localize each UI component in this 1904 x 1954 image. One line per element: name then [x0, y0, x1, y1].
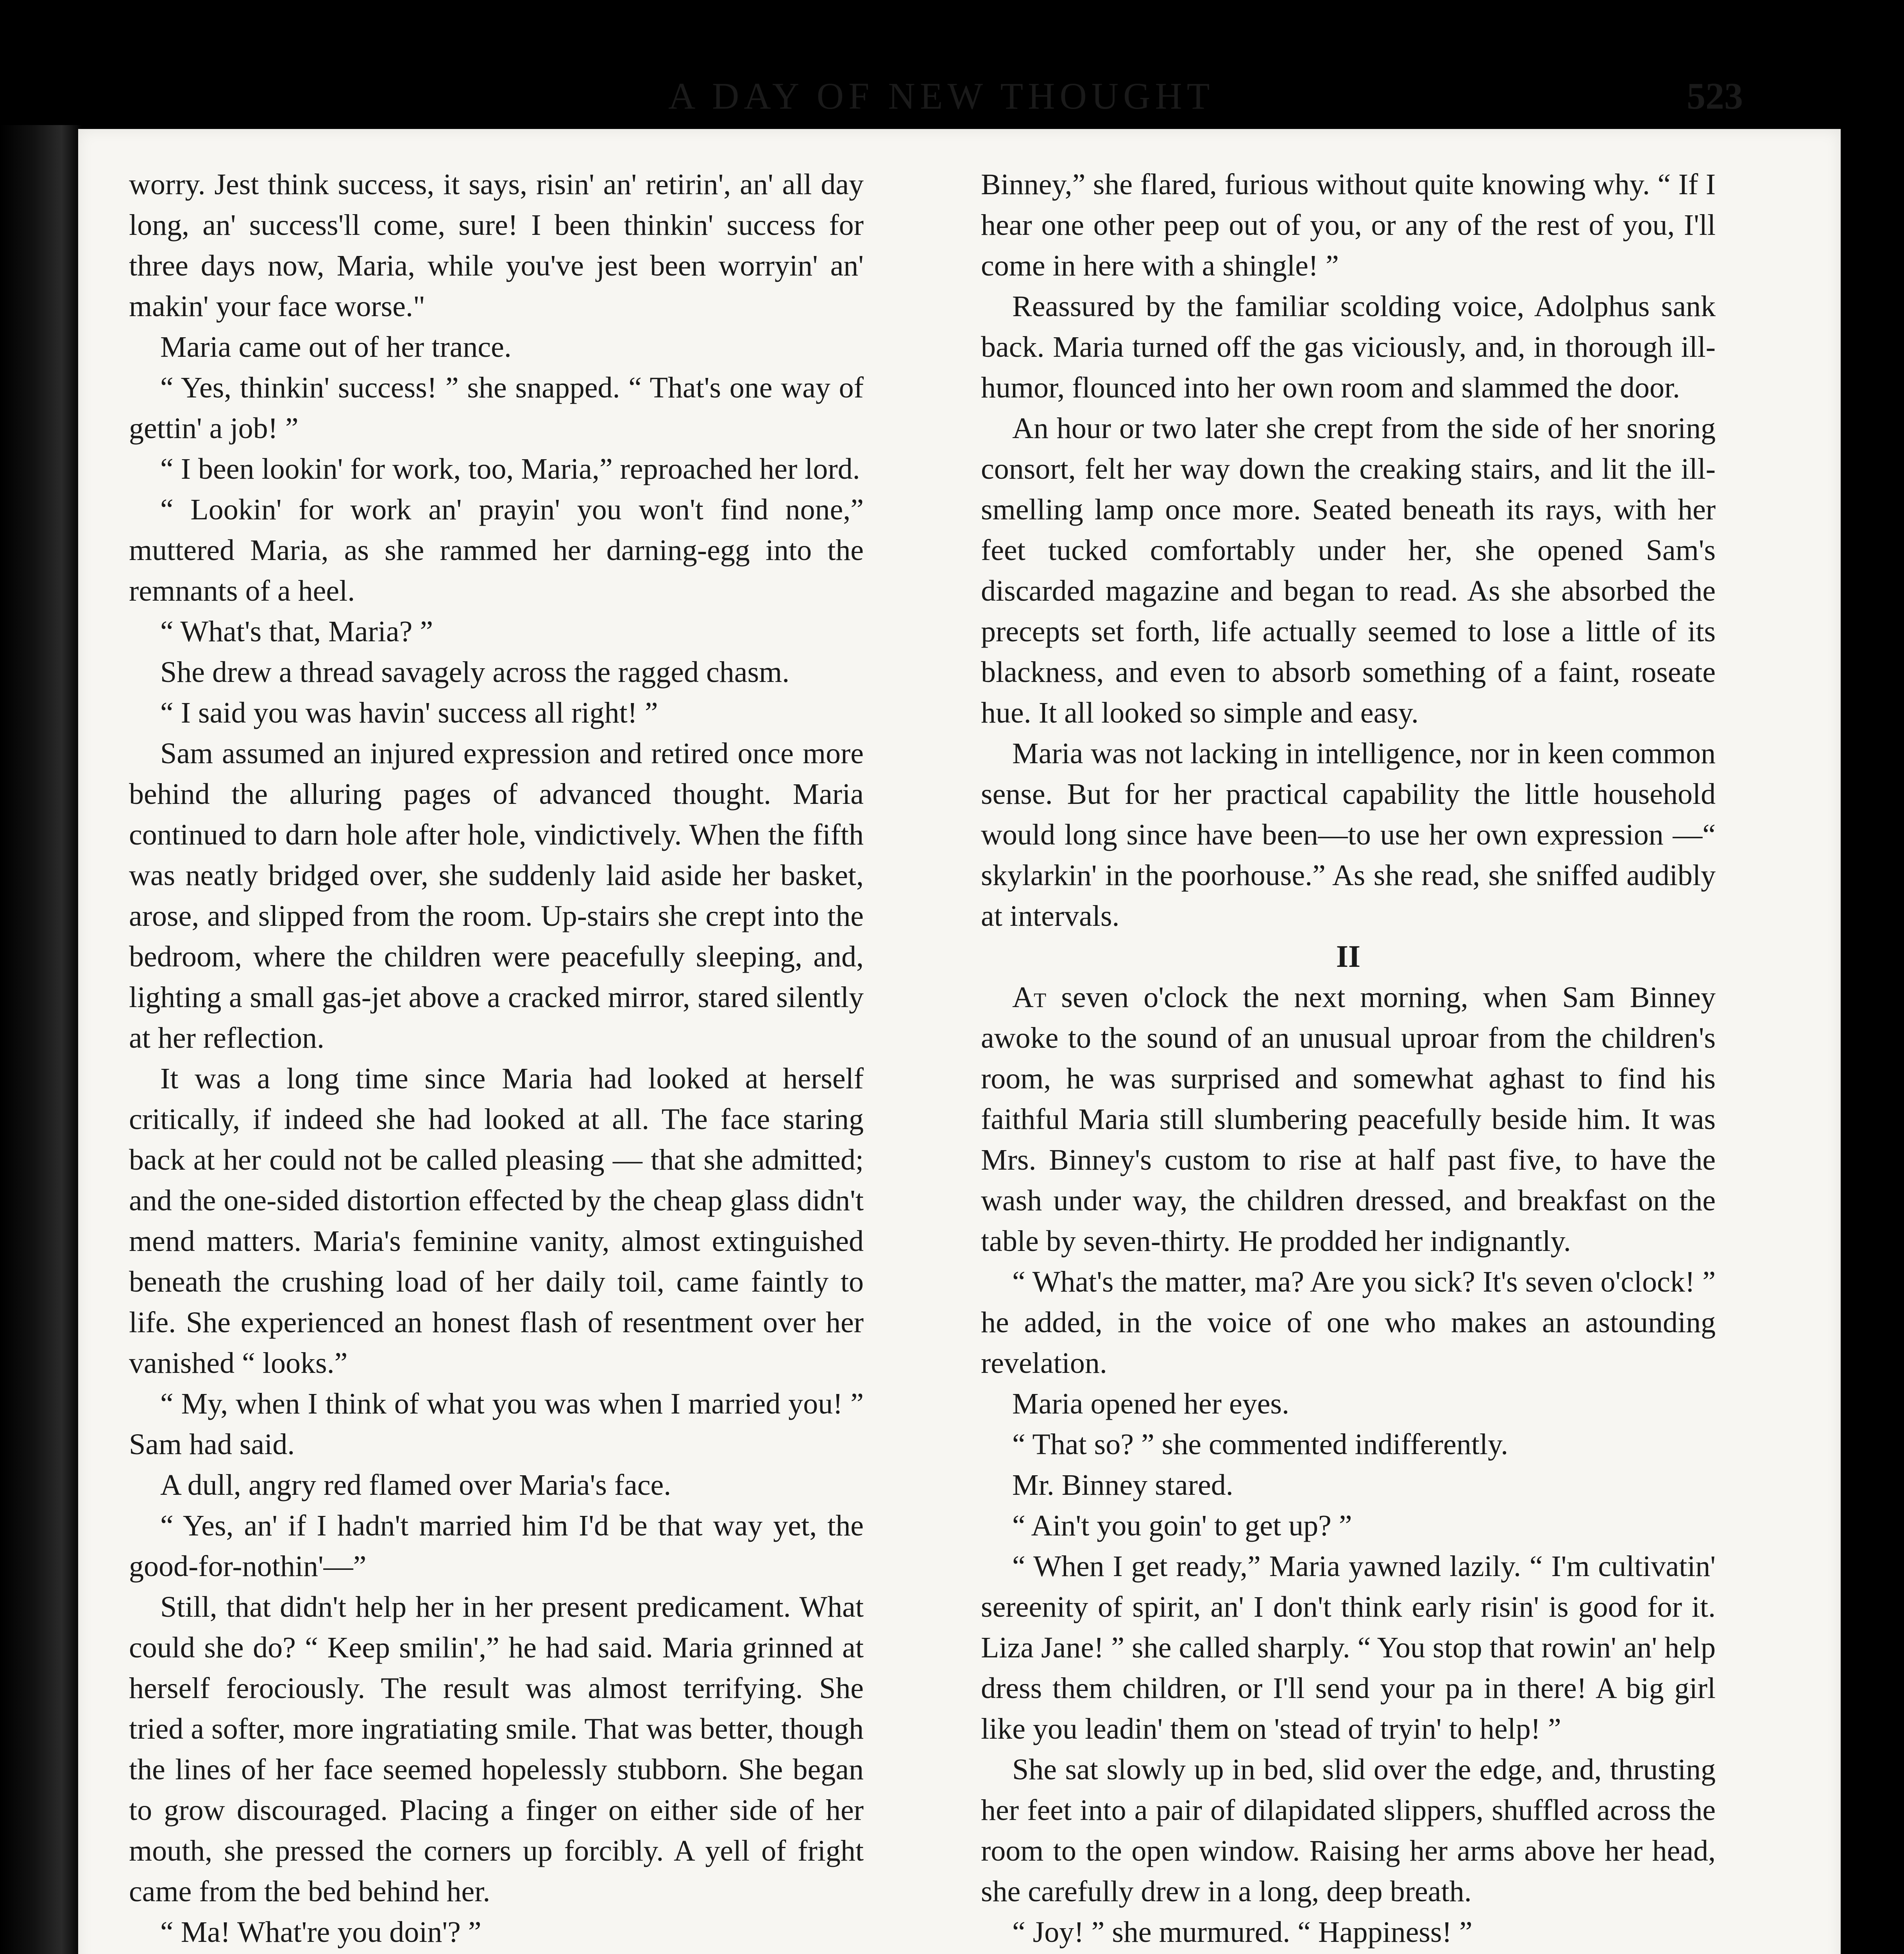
paragraph: An hour or two later she crept from the side of her snoring consort, felt her way down the creaking stairs, and lit the ill-smelling lamp once more. Seated beneath its rays, with her feet tucked comfortably under her, she opened Sam's discarded magazine and began to read. As she absorbed the precepts set forth, life actually seemed to lose a little of its blackness, and even to absorb something of a faint, roseate hue. It all looked so simple and easy.: [981, 412, 1716, 729]
paragraph: “ I been lookin' for work, too, Maria,” reproached her lord.: [160, 453, 860, 485]
paragraph: “ That so? ” she commented indifferently.: [1012, 1428, 1509, 1461]
paragraph: Still, that didn't help her in her present predicament. What could she do? “ Keep smilin',” he had said. Maria grinned at herself ferociously. The result was almost terrifying. She tried a softer, more ingratiating smile. That was better, though the lines of her face seemed hopelessly stubborn. She began to grow discouraged. Placing a finger on either side of her mouth, she pressed the corners up forcibly. A yell of fright came from the bed behind her.: [129, 1591, 864, 1908]
paragraph: “ Joy! ” she murmured. “ Happiness! ”: [1012, 1916, 1473, 1949]
paragraph: Maria was not lacking in intelligence, nor in keen common sense. But for her practical capability the little household would long since have been—to use her own expression —“ skylarkin' in the poorhouse.” As she read, she sniffed audibly at intervals.: [981, 737, 1716, 932]
running-head: A DAY OF NEW THOUGHT: [668, 75, 1215, 117]
right-column: [981, 164, 1716, 1952]
opening-text: seven o'clock the next morning, when Sam Binney awoke to the sound of an unusual uproar from the children's room, he was surprised and somewhat aghast to find his faithful Maria still slumbering peacefully beside him. It was Mrs. Binney's custom to rise at half past five, to have the wash under way, the children dressed, and breakfast on the table by seven-thirty. He prodded her indignantly.: [981, 981, 1716, 1258]
paragraph: Mr. Binney stared.: [1012, 1469, 1233, 1501]
paragraph: A dull, angry red flamed over Maria's face.: [160, 1469, 671, 1501]
paragraph: “ Ain't you goin' to get up? ”: [1012, 1509, 1352, 1542]
binding-edge: [0, 125, 82, 1954]
section-number: II: [1336, 939, 1361, 974]
page-header: [219, 74, 1743, 129]
paragraph: Maria opened her eyes.: [1012, 1387, 1290, 1420]
paragraph: [129, 1952, 864, 1954]
paragraph: “ Yes, an' if I hadn't married him I'd be that way yet, the good-for-nothin'—”: [129, 1509, 864, 1583]
paragraph: Sam assumed an injured expression and retired once more behind the alluring pages of advanced thought. Maria continued to darn hole after hole, vindictively. When the fifth was neatly bridged over, she suddenly laid aside her basket, arose, and slipped from the room. Up-stairs she crept into the bedroom, where the children were peacefully sleeping, and, lighting a small gas-jet above a cracked mirror, stared silently at her reflection.: [129, 737, 864, 1054]
paragraph: “ What's that, Maria? ”: [160, 615, 433, 648]
paragraph: Binney,” she flared, furious without quite knowing why. “ If I hear one other peep out of you, or any of the rest of you, I'll come in here with a shingle! ”: [981, 168, 1716, 282]
paragraph: She drew a thread savagely across the ragged chasm.: [160, 656, 790, 689]
left-column: [129, 164, 864, 1954]
paragraph: Reassured by the familiar scolding voice, Adolphus sank back. Maria turned off the gas viciously, and, in thorough ill-humor, flounced into her own room and slammed the door.: [981, 290, 1716, 404]
paragraph: “ My, when I think of what you was when I married you! ” Sam had said.: [129, 1387, 864, 1461]
page-number: 523: [1687, 75, 1743, 117]
paragraph: “ What's the matter, ma? Are you sick? It's seven o'clock! ” he added, in the voice of one who makes an astounding revelation.: [981, 1265, 1716, 1380]
paragraph: She sat slowly up in bed, slid over the edge, and, thrusting her feet into a pair of dilapidated slippers, shuffled across the room to the open window. Raising her arms above her head, she carefully drew in a long, deep breath.: [981, 1753, 1716, 1908]
paragraph: “ I said you was havin' success all right! ”: [160, 696, 658, 729]
paragraph: Maria came out of her trance.: [160, 331, 512, 363]
paragraph: “ Yes, thinkin' success! ” she snapped. “ That's one way of gettin' a job! ”: [129, 371, 864, 445]
paragraph: worry. Jest think success, it says, risin' an' retirin', an' all day long, an' success'll come, sure! I been thinkin' success for three days now, Maria, while you've jest been worryin' an' makin' your face worse.": [129, 168, 864, 323]
paragraph: “ Lookin' for work an' prayin' you won't find none,” muttered Maria, as she rammed her darning-egg into the remnants of a heel.: [129, 493, 864, 607]
paragraph: “ When I get ready,” Maria yawned lazily. “ I'm cultivatin' sereenity of spirit, an' I don't think early risin' is good for it. Liza Jane! ” she called sharply. “ You stop that rowin' an' help dress them children, or I'll send your pa in there! A big girl like you leadin' them on 'stead of tryin' to help! ”: [981, 1550, 1716, 1745]
section-opening-paragraph: [981, 977, 1716, 1262]
paragraph: It was a long time since Maria had looked at herself critically, if indeed she had looked at all. The face staring back at her could not be called pleasing — that she admitted; and the one-sided distortion effected by the cheap glass didn't mend matters. Maria's feminine vanity, almost extinguished beneath the crushing load of her daily toil, came faintly to life. She experienced an honest flash of resentment over her vanished “ looks.”: [129, 1062, 864, 1380]
paragraph: “ Ma! What're you doin'? ”: [160, 1916, 481, 1949]
opening-word: At: [1012, 981, 1047, 1014]
